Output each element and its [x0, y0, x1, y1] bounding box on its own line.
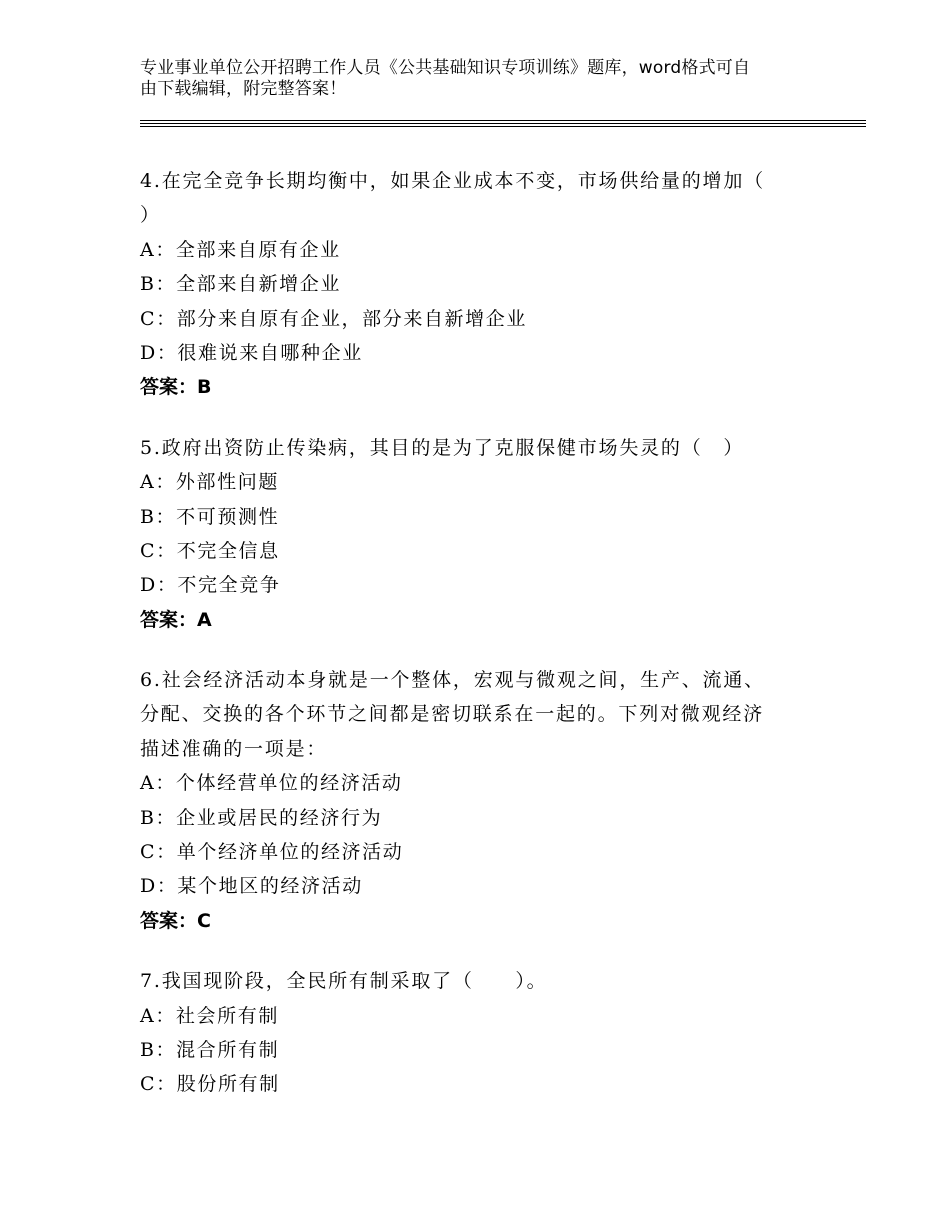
stem-line: 5.政府出资防止传染病，其目的是为了克服保健市场失灵的（ ） — [140, 436, 745, 459]
option-b: B：企业或居民的经济行为 — [140, 806, 383, 829]
option-b: B：不可预测性 — [140, 505, 280, 528]
question-stem — [140, 964, 820, 998]
stem-line: 分配、交换的各个环节之间都是密切联系在一起的。下列对微观经济 — [140, 703, 765, 726]
question-5 — [140, 431, 820, 637]
question-7 — [140, 964, 820, 1102]
header-divider-top — [140, 120, 866, 121]
stem-line: 7.我国现阶段，全民所有制采取了（ ）。 — [140, 970, 548, 993]
option-b: B：全部来自新增企业 — [140, 273, 341, 296]
option-c: C：单个经济单位的经济活动 — [140, 841, 404, 864]
option-a: A：社会所有制 — [140, 1004, 279, 1027]
answer: 答案：B — [140, 376, 212, 399]
answer: 答案：A — [140, 608, 212, 631]
header-divider-middle — [140, 123, 866, 124]
option-a: A：外部性问题 — [140, 471, 279, 494]
stem-line: ） — [140, 204, 161, 227]
option-d: D：不完全竞争 — [140, 574, 281, 597]
option-c: C：不完全信息 — [140, 539, 280, 562]
stem-line: 描述准确的一项是： — [140, 737, 328, 760]
header-line-2: 由下载编辑，附完整答案！ — [140, 79, 347, 99]
answer: 答案：C — [140, 909, 211, 932]
stem-line: 6.社会经济活动本身就是一个整体，宏观与微观之间，生产、流通、 — [140, 669, 765, 692]
question-stem — [140, 164, 820, 233]
document-header — [140, 58, 820, 100]
option-a: A：全部来自原有企业 — [140, 238, 341, 261]
stem-line: 4.在完全竞争长期均衡中，如果企业成本不变，市场供给量的增加（ — [140, 170, 765, 192]
option-d: D：某个地区的经济活动 — [140, 875, 363, 898]
question-stem — [140, 663, 820, 766]
option-c: C：部分来自原有企业，部分来自新增企业 — [140, 307, 527, 330]
question-stem — [140, 431, 820, 465]
header-divider-bottom — [140, 126, 866, 127]
question-list — [140, 164, 820, 1128]
header-line-1: 专业事业单位公开招聘工作人员《公共基础知识专项训练》题库，word格式可自 — [140, 58, 751, 78]
option-a: A：个体经营单位的经济活动 — [140, 772, 403, 795]
question-4 — [140, 164, 820, 405]
option-d: D：很难说来自哪种企业 — [140, 341, 363, 364]
option-c: C：股份所有制 — [140, 1073, 280, 1096]
option-b: B：混合所有制 — [140, 1038, 280, 1061]
question-6 — [140, 663, 820, 938]
